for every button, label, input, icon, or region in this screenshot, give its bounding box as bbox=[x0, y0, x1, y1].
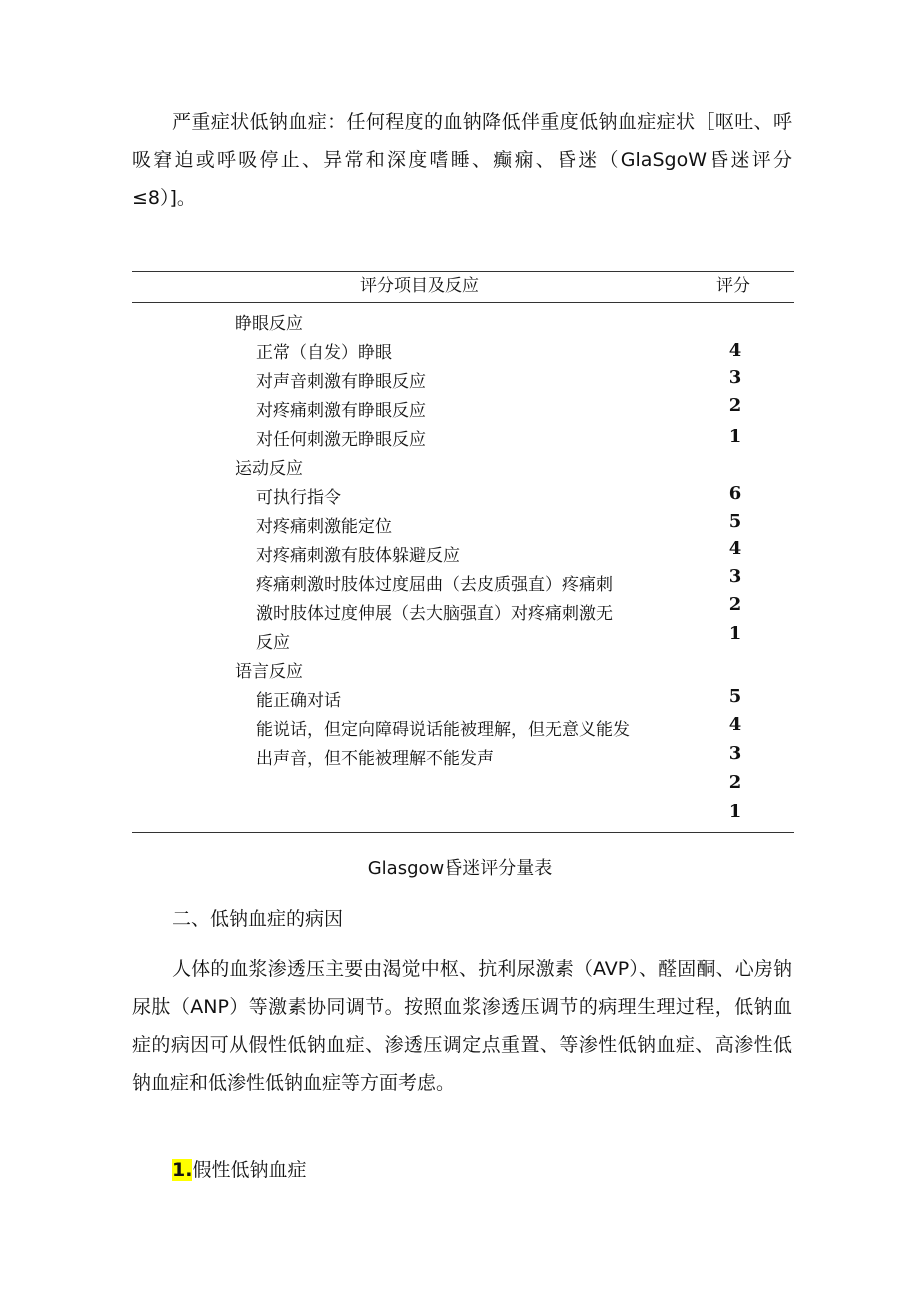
table-bottom-rule bbox=[132, 832, 794, 833]
intro-paragraph: 严重症状低钠血症：任何程度的血钠降低伴重度低钠血症症状［呕吐、呼吸窘迫或呼吸停止、异常和深度嗜睡、癫痫、昏迷（GlaSgoW昏迷评分≤8）]。 bbox=[132, 111, 792, 209]
table-score: 2 bbox=[728, 395, 742, 416]
section-title-verbal: 语言反应 bbox=[235, 662, 303, 682]
table-header-item: 评分项目及反应 bbox=[360, 276, 479, 296]
table-item: 出声音，但不能被理解不能发声 bbox=[256, 749, 494, 769]
table-item: 疼痛刺激时肢体过度屈曲（去皮质强直）疼痛刺 bbox=[256, 575, 613, 595]
table-score: 4 bbox=[728, 538, 742, 559]
table-top-rule bbox=[132, 271, 794, 272]
section-title-motor: 运动反应 bbox=[235, 459, 303, 479]
table-score: 3 bbox=[728, 743, 742, 764]
table-score: 1 bbox=[728, 801, 742, 822]
section-heading: 二、低钠血症的病因 bbox=[172, 908, 344, 930]
table-score: 5 bbox=[728, 686, 742, 707]
table-item: 对疼痛刺激能定位 bbox=[256, 517, 392, 537]
table-item: 对任何刺激无睁眼反应 bbox=[256, 430, 426, 450]
table-score: 4 bbox=[728, 340, 742, 361]
table-score: 3 bbox=[728, 367, 742, 388]
section-title-eye-opening: 睁眼反应 bbox=[235, 314, 303, 334]
table-item: 激时肢体过度伸展（去大脑强直）对疼痛刺激无 bbox=[256, 604, 613, 624]
table-item: 可执行指令 bbox=[256, 488, 341, 508]
table-caption: Glasgow昏迷评分量表 bbox=[367, 858, 553, 879]
table-score: 6 bbox=[728, 483, 742, 504]
body-paragraph: 人体的血浆渗透压主要由渴觉中枢、抗利尿激素（AVP）、醛固酮、心房钠尿肽（ANP）等激素协同调节。按照血浆渗透压调节的病理生理过程，低钠血症的病因可从假性低钠血症、渗透压调定点重置、等渗性低钠血症、高渗性低钠血症和低渗性低钠血症等方面考虑。 bbox=[132, 958, 792, 1094]
table-item: 对疼痛刺激有肢体躲避反应 bbox=[256, 546, 460, 566]
table-item: 能说话，但定向障碍说话能被理解，但无意义能发 bbox=[256, 720, 630, 740]
subheading-number: 1. bbox=[172, 1159, 193, 1181]
table-score: 2 bbox=[728, 772, 742, 793]
table-score: 5 bbox=[728, 511, 742, 532]
table-score: 2 bbox=[728, 594, 742, 615]
subheading-text: 假性低钠血症 bbox=[192, 1159, 307, 1181]
table-score: 1 bbox=[728, 426, 742, 447]
table-item: 正常（自发）睁眼 bbox=[256, 343, 392, 363]
table-item: 对声音刺激有睁眼反应 bbox=[256, 372, 426, 392]
table-score: 1 bbox=[728, 623, 742, 644]
table-item: 反应 bbox=[256, 633, 290, 653]
table-item: 对疼痛刺激有睁眼反应 bbox=[256, 401, 426, 421]
table-item: 能正确对话 bbox=[256, 691, 341, 711]
table-header-rule bbox=[132, 302, 794, 303]
table-score: 3 bbox=[728, 566, 742, 587]
table-header-score: 评分 bbox=[716, 276, 750, 296]
subheading bbox=[172, 1157, 306, 1183]
table-score: 4 bbox=[728, 714, 742, 735]
